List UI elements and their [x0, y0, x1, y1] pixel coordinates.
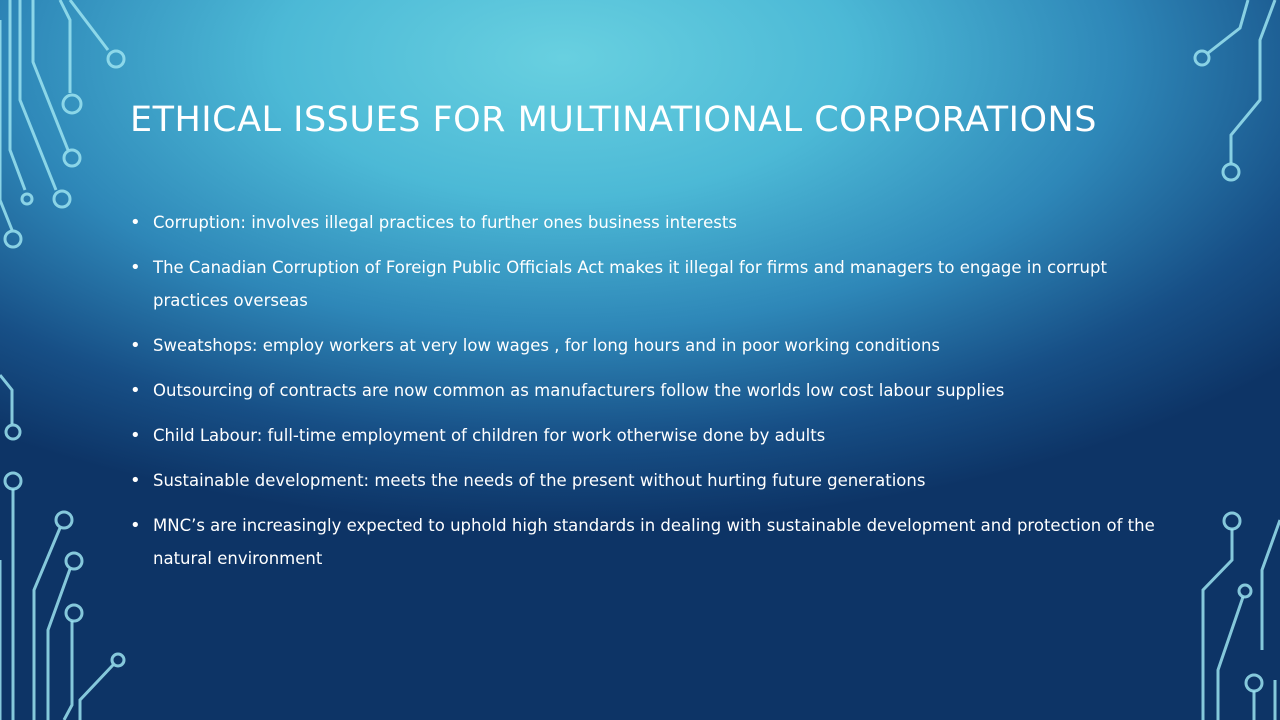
bullet-item-corruption-act: [130, 251, 1160, 317]
circuit-trace: [20, 0, 56, 190]
circuit-trace: [1262, 520, 1280, 650]
bullet-icon: •: [130, 470, 141, 491]
bullet-text: Sweatshops: employ workers at very low wages , for long hours and in poor working conditions: [153, 336, 941, 355]
bullet-icon: •: [130, 212, 141, 233]
circuit-trace: [80, 665, 113, 720]
circuit-trace: [34, 528, 60, 720]
bullet-item-corruption: [130, 206, 1160, 239]
bullet-item-mnc-standards: [130, 509, 1160, 575]
bullet-icon: •: [130, 335, 141, 356]
circuit-node: [22, 194, 32, 204]
bullet-icon: •: [130, 257, 141, 278]
circuit-node: [56, 512, 72, 528]
bullet-text: Child Labour: full-time employment of children for work otherwise done by adults: [153, 426, 826, 445]
circuit-node: [1223, 164, 1239, 180]
circuit-trace: [70, 0, 108, 50]
circuit-node: [5, 473, 21, 489]
circuit-trace: [1218, 597, 1243, 720]
circuit-trace: [10, 0, 25, 190]
circuit-node: [64, 150, 80, 166]
circuit-node: [1195, 51, 1209, 65]
circuit-trace: [33, 0, 68, 150]
circuit-node: [54, 191, 70, 207]
circuit-node: [6, 425, 20, 439]
circuit-trace: [1208, 0, 1248, 53]
circuit-node: [66, 605, 82, 621]
bullet-list: [130, 206, 1160, 587]
circuit-node: [112, 654, 124, 666]
circuit-node: [5, 231, 21, 247]
slide-title: ETHICAL ISSUES FOR MULTINATIONAL CORPORATIONS: [130, 100, 1097, 140]
bullet-text: Outsourcing of contracts are now common as manufacturers follow the worlds low cost labour supplies: [153, 381, 1005, 400]
circuit-trace: [48, 569, 70, 720]
bullet-text: MNC’s are increasingly expected to uphold high standards in dealing with sustainable development and protection of the natural environment: [153, 516, 1155, 568]
bullet-text: Corruption: involves illegal practices to further ones business interests: [153, 213, 737, 232]
circuit-node: [1246, 675, 1262, 691]
circuit-trace: [1203, 529, 1232, 720]
circuit-node: [66, 553, 82, 569]
circuit-trace: [0, 20, 12, 230]
bullet-icon: •: [130, 425, 141, 446]
circuit-node: [63, 95, 81, 113]
circuit-node: [1224, 513, 1240, 529]
circuit-trace: [0, 375, 12, 424]
circuit-trace: [60, 0, 70, 93]
bullet-icon: •: [130, 380, 141, 401]
circuit-trace: [64, 621, 72, 720]
bullet-item-child-labour: [130, 419, 1160, 452]
bullet-item-outsourcing: [130, 374, 1160, 407]
circuit-trace: [1231, 0, 1275, 163]
bullet-item-sustainable-development: [130, 464, 1160, 497]
circuit-node: [1239, 585, 1251, 597]
bullet-item-sweatshops: [130, 329, 1160, 362]
bullet-icon: •: [130, 515, 141, 536]
circuit-node: [108, 51, 124, 67]
bullet-text: Sustainable development: meets the needs of the present without hurting future generations: [153, 471, 926, 490]
bullet-text: The Canadian Corruption of Foreign Public Officials Act makes it illegal for firms and managers to engage in corrupt practices overseas: [153, 258, 1107, 310]
